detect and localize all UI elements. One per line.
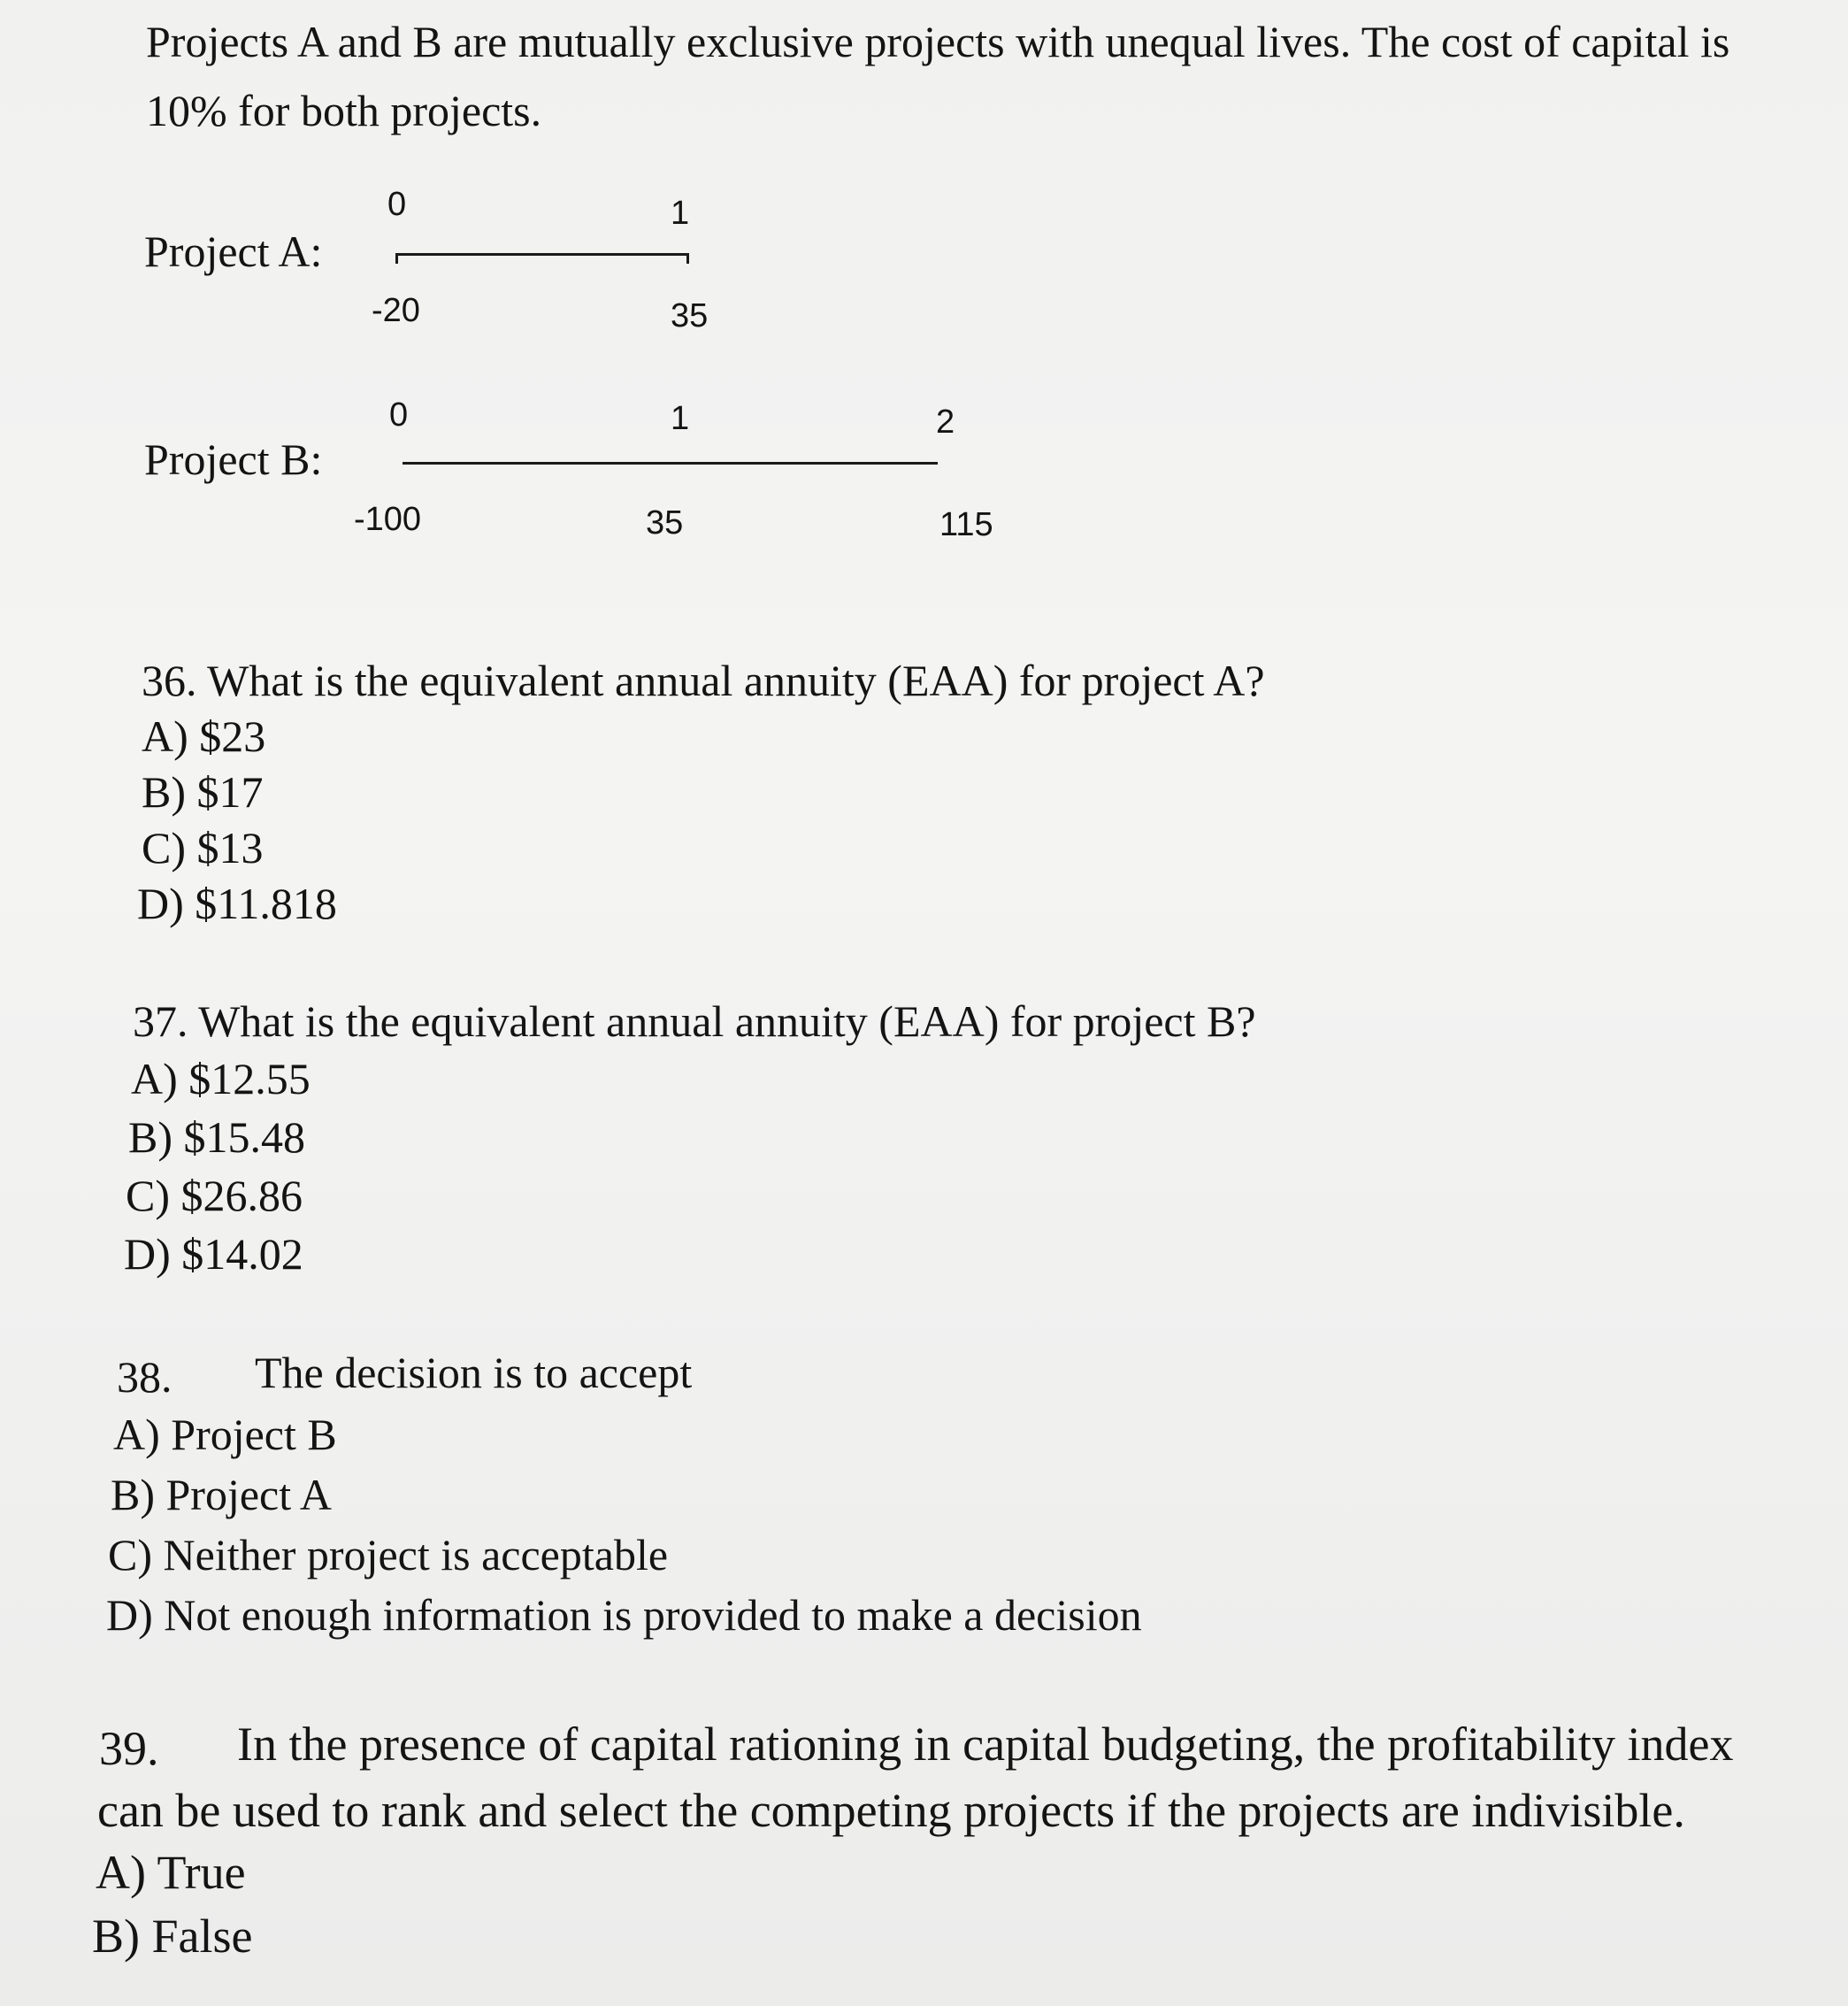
question-38-number: 38. — [117, 1352, 173, 1402]
question-36-text: 36. What is the equivalent annual annuity (EAA) for project A? — [142, 656, 1265, 705]
question-36-option-d: D) $11.818 — [137, 879, 337, 928]
question-38-option-d: D) Not enough information is provided to make a decision — [106, 1590, 1142, 1640]
intro-text: Projects A and B are mutually exclusive projects with unequal lives. The cost of capital is 10% for both projects. — [146, 17, 1730, 135]
project-b-cash-flow-1: 35 — [646, 504, 684, 542]
question-38-option-c: C) Neither project is acceptable — [108, 1530, 669, 1579]
question-38-option-a: A) Project B — [113, 1410, 337, 1459]
project-b-period-1: 1 — [671, 400, 690, 437]
question-39-number: 39. — [99, 1722, 159, 1775]
question-37-text: 37. What is the equivalent annual annuity (EAA) for project B? — [133, 996, 1256, 1046]
project-a-tick-0 — [395, 253, 398, 264]
project-b-period-2: 2 — [936, 404, 955, 441]
question-36-option-c: C) $13 — [142, 823, 264, 872]
project-a-timeline — [395, 253, 689, 256]
project-a-cash-flow-0: -20 — [372, 292, 420, 329]
project-a-label: Project A: — [144, 227, 323, 276]
question-37-option-b: B) $15.48 — [128, 1112, 305, 1162]
question-39-option-b: B) False — [92, 1910, 253, 1963]
question-39-option-a: A) True — [96, 1846, 246, 1899]
project-b-timeline — [403, 462, 938, 465]
question-39-text-line-2: can be used to rank and select the competing projects if the projects are indivisible. — [97, 1784, 1685, 1837]
project-a-period-0: 0 — [387, 186, 407, 223]
project-b-period-0: 0 — [389, 396, 409, 434]
question-36-option-a: A) $23 — [142, 711, 266, 761]
question-37-option-d: D) $14.02 — [124, 1229, 303, 1279]
question-37-option-a: A) $12.55 — [131, 1054, 311, 1103]
question-38-text: The decision is to accept — [255, 1348, 693, 1397]
project-b-cash-flow-0: -100 — [354, 501, 422, 538]
project-a-tick-1 — [686, 253, 689, 264]
question-38-option-b: B) Project A — [111, 1470, 332, 1519]
project-b-cash-flow-2: 115 — [939, 506, 993, 543]
project-a-cash-flow-1: 35 — [671, 297, 709, 334]
project-b-label: Project B: — [144, 434, 323, 484]
question-39-text-line-1: In the presence of capital rationing in capital budgeting, the profitability index — [237, 1718, 1734, 1771]
question-37-option-c: C) $26.86 — [126, 1171, 303, 1220]
question-36-option-b: B) $17 — [142, 767, 264, 817]
project-a-period-1: 1 — [671, 195, 690, 232]
